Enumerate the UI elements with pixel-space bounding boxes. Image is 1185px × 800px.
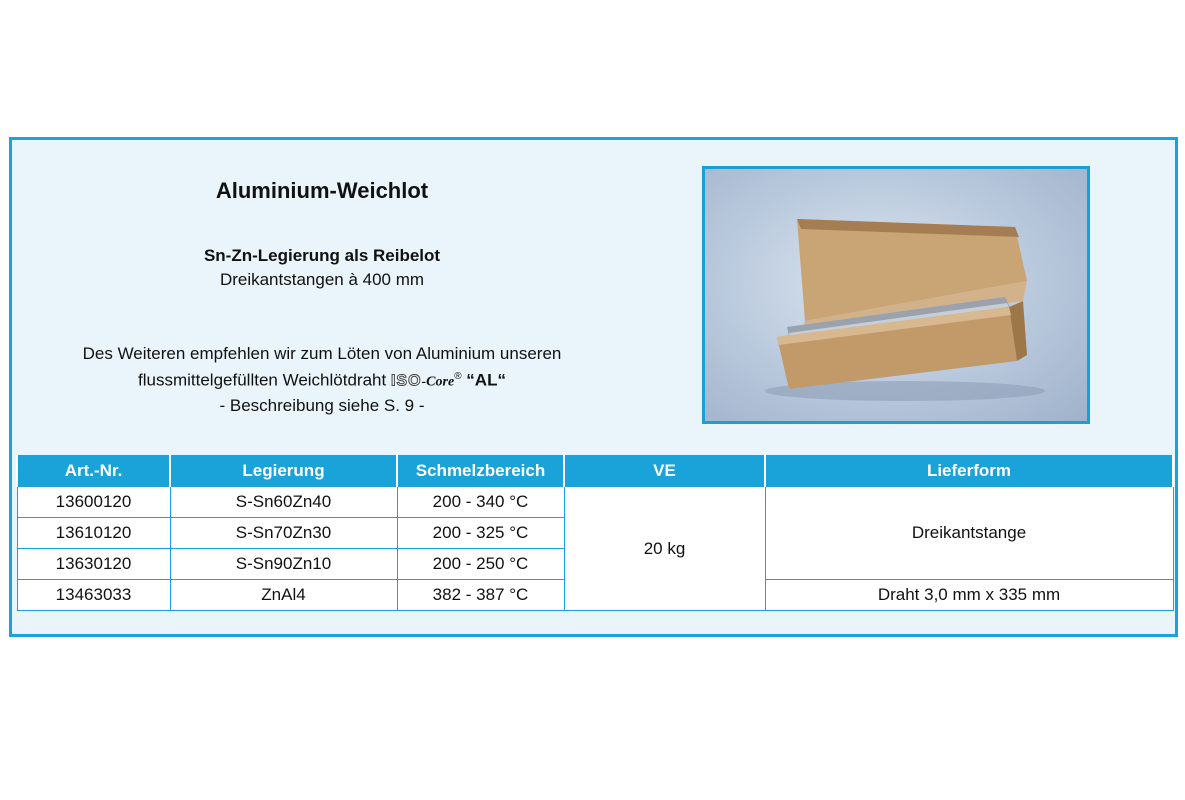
cell-schmelzbereich: 382 - 387 °C <box>397 580 564 611</box>
cell-art-nr: 13463033 <box>17 580 170 611</box>
cell-art-nr: 13610120 <box>17 518 170 549</box>
cell-ve: 20 kg <box>564 487 765 611</box>
subline: Dreikantstangen à 400 mm <box>219 270 425 289</box>
cell-schmelzbereich: 200 - 325 °C <box>397 518 564 549</box>
col-header-ve: VE <box>564 455 765 487</box>
subtitle: Sn-Zn-Legierung als Reibelot <box>203 246 441 265</box>
product-name: “AL“ <box>466 370 506 390</box>
col-header-lieferform: Lieferform <box>765 455 1173 487</box>
table-row <box>17 487 1173 518</box>
registered-mark: ® <box>454 371 462 382</box>
page-title: Aluminium-Weichlot <box>215 178 429 203</box>
description-line-1: Des Weiteren empfehlen wir zum Löten von Aluminium unseren <box>82 344 562 363</box>
cell-schmelzbereich: 200 - 340 °C <box>397 487 564 518</box>
description <box>12 342 632 417</box>
iso-core-logo-iso: ISO <box>390 372 422 390</box>
table-header-row <box>17 455 1173 487</box>
cardboard-box-illustration <box>705 169 1087 421</box>
cell-lieferform: Dreikantstange <box>765 487 1173 580</box>
col-header-schmelzbereich: Schmelzbereich <box>397 455 564 487</box>
col-header-art-nr: Art.-Nr. <box>17 455 170 487</box>
cell-art-nr: 13630120 <box>17 549 170 580</box>
description-line-2 <box>12 365 632 394</box>
cell-legierung: S-Sn60Zn40 <box>170 487 397 518</box>
cell-legierung: S-Sn90Zn10 <box>170 549 397 580</box>
cell-art-nr: 13600120 <box>17 487 170 518</box>
cell-legierung: S-Sn70Zn30 <box>170 518 397 549</box>
description-line-3: - Beschreibung siehe S. 9 - <box>219 395 425 415</box>
product-photo <box>702 166 1090 424</box>
cell-lieferform: Draht 3,0 mm x 335 mm <box>765 580 1173 611</box>
iso-core-logo-core: -Core <box>421 374 455 390</box>
col-header-legierung: Legierung <box>170 455 397 487</box>
description-line-2-text: flussmittelgefüllten Weichlötdraht <box>138 370 387 390</box>
cell-schmelzbereich: 200 - 250 °C <box>397 549 564 580</box>
product-table <box>16 455 1174 611</box>
cell-legierung: ZnAl4 <box>170 580 397 611</box>
